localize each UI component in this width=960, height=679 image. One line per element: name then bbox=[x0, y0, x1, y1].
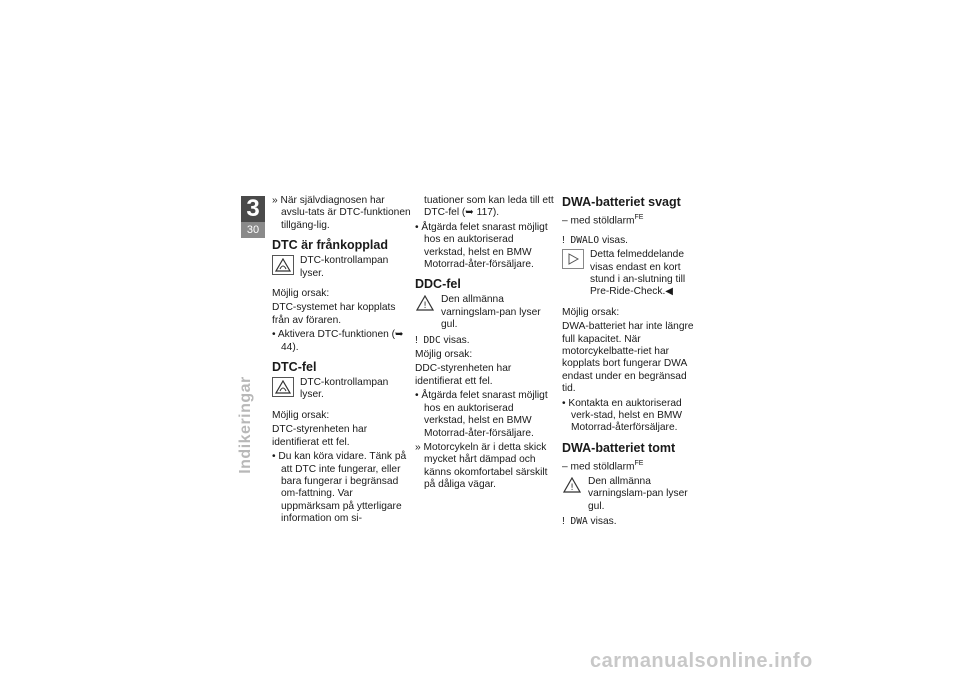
dwa-code: DWA bbox=[570, 515, 588, 527]
action-text: • Aktivera DTC-funktionen (➥ 44). bbox=[272, 329, 404, 353]
note-row bbox=[562, 249, 702, 299]
warning-icon bbox=[562, 476, 582, 494]
cause-label: Möjlig orsak: bbox=[272, 409, 330, 421]
action-text: • Åtgärda felet snarast möjligt hos en auktoriserad verkstad, helst en BMW Motorrad-åter-försäljare. bbox=[415, 390, 548, 439]
ddc-code: DDC bbox=[423, 334, 441, 346]
chapter-number: 3 bbox=[241, 196, 265, 222]
option-line: – med stöldlarm$^{FE}$ bbox=[562, 214, 644, 227]
svg-text:!: ! bbox=[570, 482, 574, 493]
watermark: carmanualsonline.info bbox=[590, 650, 813, 672]
dtc-off-title: DTC är frånkopplad bbox=[272, 238, 388, 253]
cause-text: DDC-styrenheten har identifierat ett fel. bbox=[415, 363, 512, 387]
option-line: – med stöldlarm$^{FE}$ bbox=[562, 459, 644, 473]
action-text: • Du kan köra vidare. Tänk på att DTC inte fungerar, eller bara fungerar i begränsad om-fattning. Var uppmärksam på ytterligare information om si- bbox=[272, 451, 407, 525]
column-1 bbox=[272, 195, 412, 528]
cause-label: Möjlig orsak: bbox=[272, 288, 330, 300]
exclamation-icon: ! bbox=[562, 515, 565, 527]
column-2 bbox=[415, 195, 555, 494]
exclamation-icon: ! bbox=[415, 334, 418, 346]
cause-text: DWA-batteriet har inte längre full kapacitet. När motorcykelbatte-riet har kopplats bort fungerar DWA endast under en begränsad tid. bbox=[562, 321, 694, 395]
continuation-text: tuationer som kan leda till ett DTC-fel (➥ 117). bbox=[424, 195, 554, 219]
intro-bullet: » När självdiagnosen har avslu-tats är DTC-funktionen tillgäng-lig. bbox=[272, 195, 411, 231]
cause-text: DTC-styrenheten har identifierat ett fel. bbox=[272, 424, 368, 448]
ddc-lamp-row bbox=[415, 294, 555, 331]
result-text: » Motorcykeln är i detta skick mycket hårt dämpad och känns okomfortabel särskilt på dåliga vägar. bbox=[415, 441, 548, 491]
cause-text: DTC-systemet har kopplats från av föraren. bbox=[272, 302, 396, 326]
dtc-lamp-text: DTC-kontrollampan lyser. bbox=[300, 255, 389, 279]
svg-text:!: ! bbox=[423, 301, 427, 312]
section-label: Indikeringar bbox=[237, 376, 254, 474]
page-number: 30 bbox=[241, 222, 265, 238]
dwa-lamp-text: Den allmänna varningslam-pan lyser gul. bbox=[588, 475, 688, 512]
column-3 bbox=[562, 195, 702, 530]
exclamation-icon: ! bbox=[562, 234, 565, 246]
dtc-fault-lamp-row bbox=[272, 377, 412, 402]
ddc-title: DDC-fel bbox=[415, 277, 461, 292]
note-text: Detta felmeddelande visas endast en kort stund i an-slutning till Pre-Ride-Check.◀ bbox=[590, 249, 686, 298]
dtc-lamp-icon bbox=[272, 377, 294, 397]
cause-label: Möjlig orsak: bbox=[562, 306, 620, 318]
dwa-weak-title: DWA-batteriet svagt bbox=[562, 195, 681, 209]
cause-label: Möjlig orsak: bbox=[415, 349, 473, 361]
dwa-lamp-row bbox=[562, 476, 702, 513]
dwa-code-line: ! DWA visas. bbox=[562, 515, 617, 527]
warning-icon bbox=[415, 294, 435, 312]
action-text: • Åtgärda felet snarast möjligt hos en auktoriserad verkstad, helst en BMW Motorrad-åter-försäljare. bbox=[415, 221, 548, 271]
ddc-code-line: ! DDC visas. bbox=[415, 334, 470, 346]
dtc-fault-title: DTC-fel bbox=[272, 360, 317, 375]
chapter-tab bbox=[241, 196, 265, 238]
action-text: • Kontakta en auktoriserad verk-stad, helst en BMW Motorrad-återförsäljare. bbox=[562, 397, 682, 434]
dwalo-code-line: ! DWALO visas. bbox=[562, 234, 629, 246]
dwalo-code: DWALO bbox=[570, 234, 600, 246]
dtc-lamp-text: DTC-kontrollampan lyser. bbox=[300, 377, 389, 401]
dwa-empty-title: DWA-batteriet tomt bbox=[562, 440, 676, 455]
play-note-icon bbox=[562, 249, 584, 269]
dtc-lamp-row bbox=[272, 255, 412, 280]
dtc-lamp-icon bbox=[272, 255, 294, 275]
ddc-lamp-text: Den allmänna varningslam-pan lyser gul. bbox=[441, 294, 541, 331]
